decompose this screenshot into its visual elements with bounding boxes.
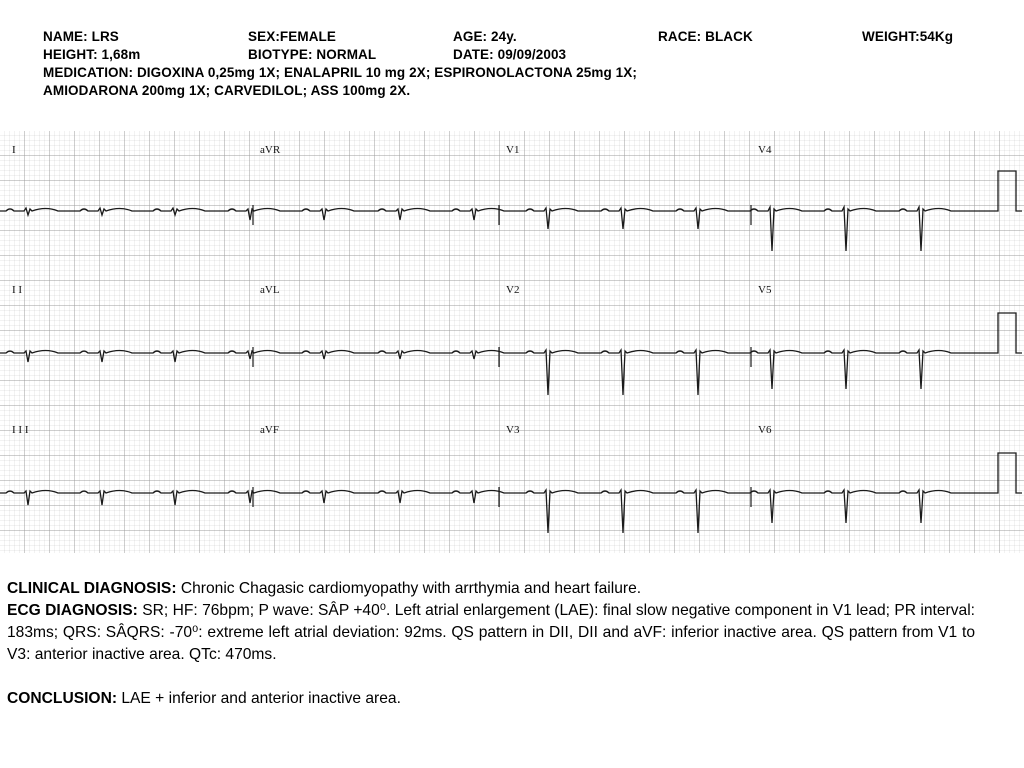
lead-label: I I I [12,424,29,436]
lead-label: aVR [260,144,281,156]
ecg-strip [0,131,1024,553]
ecg-tracing [0,131,1024,553]
header-row-4 [43,82,1003,100]
lead-label: V4 [758,144,772,156]
lead-label: aVL [260,284,280,296]
conclusion-label: CONCLUSION: [7,690,118,707]
ecg-diagnosis-label: ECG DIAGNOSIS: [7,602,138,619]
spacer [7,666,975,688]
header-row-3 [43,64,1003,82]
patient-sex: SEX:FEMALE [248,29,337,44]
clinical-diagnosis-label: CLINICAL DIAGNOSIS: [7,580,177,597]
lead-label: V5 [758,284,772,296]
clinical-diagnosis [7,578,975,600]
ecg-diagnosis-text: SR; HF: 76bpm; P wave: SÂP +40⁰. Left atrial enlargement (LAE): final slow negative component in V1 lead; PR interval: 183ms; QRS: SÂQRS: -70⁰: extreme left atrial deviation: 92ms. QS pattern in DII, DII and aVF: inferior inactive area. QS pattern from V1 to V3: anterior inactive area. QTc: 470ms. [7,602,975,663]
conclusion [7,688,975,710]
diagnosis-report [7,578,975,710]
lead-label: V3 [506,424,520,436]
clinical-diagnosis-text: Chronic Chagasic cardiomyopathy with arrthymia and heart failure. [176,580,642,597]
lead-label: V1 [506,144,520,156]
medication-line-1: MEDICATION: DIGOXINA 0,25mg 1X; ENALAPRIL 10 mg 2X; ESPIRONOLACTONA 25mg 1X; [43,65,637,80]
medication-line-2: AMIODARONA 200mg 1X; CARVEDILOL; ASS 100mg 2X. [43,83,411,98]
patient-header [43,28,1003,100]
exam-date: DATE: 09/09/2003 [453,47,567,62]
conclusion-text: LAE + inferior and anterior inactive area. [117,690,401,707]
lead-label: I I [12,284,23,296]
patient-height: HEIGHT: 1,68m [43,47,141,62]
lead-label: aVF [260,424,279,436]
patient-race: RACE: BLACK [658,29,753,44]
header-row-1 [43,28,1003,46]
ecg-grid [0,131,1024,553]
lead-label: I [12,144,16,156]
header-row-2 [43,46,1003,64]
patient-weight: WEIGHT:54Kg [862,29,954,44]
patient-age: AGE: 24y. [453,29,517,44]
patient-name: NAME: LRS [43,29,119,44]
ecg-diagnosis [7,600,975,666]
lead-label: V6 [758,424,772,436]
patient-biotype: BIOTYPE: NORMAL [248,47,377,62]
lead-label: V2 [506,284,520,296]
